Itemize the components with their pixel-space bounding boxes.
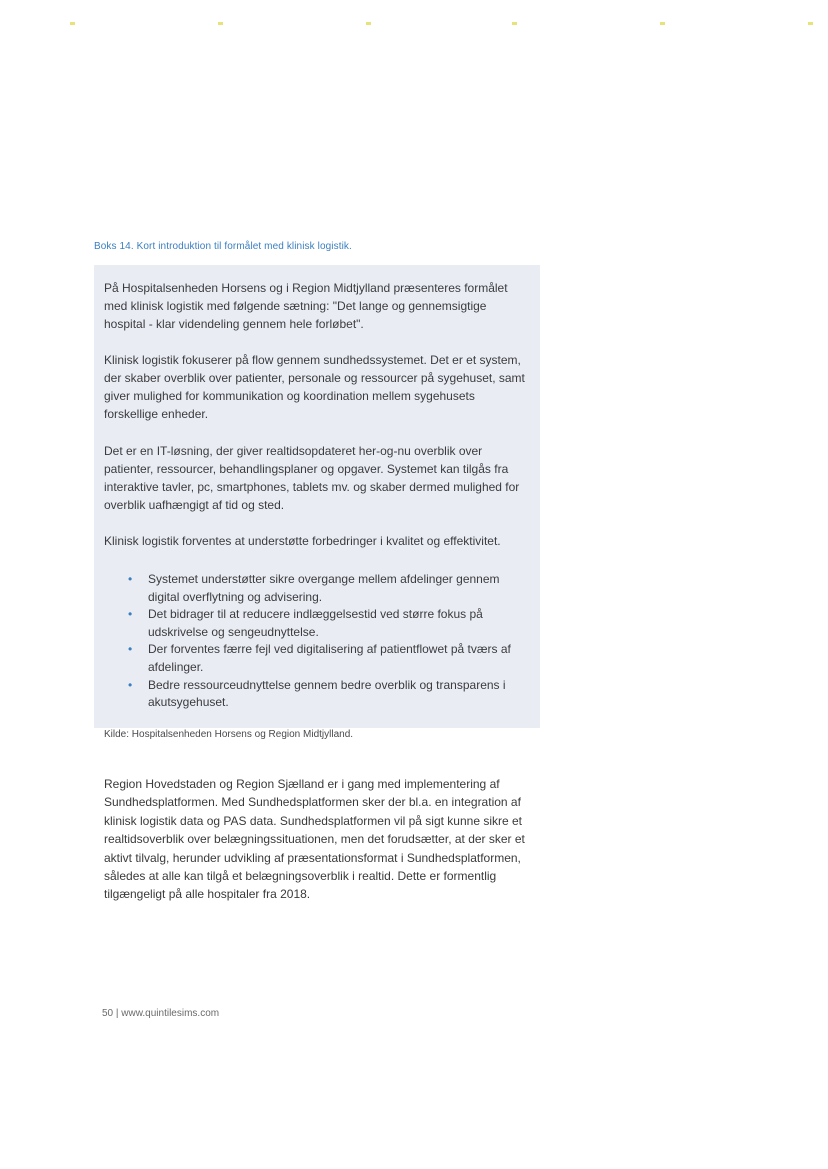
scan-mark — [808, 22, 813, 25]
list-item — [124, 641, 528, 676]
page-footer: 50 | www.quintilesims.com — [102, 1008, 220, 1019]
list-item-text: Systemet understøtter sikre overgange mellem afdelinger gennem digital overflytning og advisering. — [148, 572, 500, 604]
list-item — [124, 606, 528, 641]
box-paragraph-4: Klinisk logistik forventes at understøtte forbedringer i kvalitet og effektivitet. — [104, 534, 501, 548]
scan-mark — [366, 22, 371, 25]
box-source: Kilde: Hospitalsenheden Horsens og Region Midtjylland. — [104, 729, 354, 740]
bullet-list — [124, 571, 528, 712]
list-item-text: Bedre ressourceudnyttelse gennem bedre overblik og transparens i akutsygehuset. — [148, 677, 506, 710]
scan-mark — [70, 22, 75, 25]
list-item-text: Det bidrager til at reducere indlæggelsestid ved større fokus på udskrivelse og sengeudnyttelse. — [148, 607, 483, 639]
list-item — [124, 571, 528, 606]
scan-mark — [218, 22, 223, 25]
box-paragraph-3: Det er en IT-løsning, der giver realtidsopdateret her-og-nu overblik over patienter, ressourcer, behandlingsplaner og opgaver. Systemet kan tilgås fra interaktive tavler, pc, smartphones, tablets mv. og skaber dermed mulighed for overblik uafhængigt af tid og sted. — [104, 444, 520, 512]
bullet-icon: • — [128, 607, 133, 622]
list-item-text: Der forventes færre fejl ved digitalisering af patientflowet på tværs af afdelinger. — [148, 642, 511, 674]
box-paragraph-2: Klinisk logistik fokuserer på flow gennem sundhedssystemet. Det er et system, der skaber overblik over patienter, personale og ressourcer på sygehuset, samt giver mulighed for kommunikation og koordination mellem sygehusets forskellige enheder. — [104, 353, 525, 421]
scan-mark — [512, 22, 517, 25]
box-title: Boks 14. Kort introduktion til formålet med klinisk logistik. — [94, 241, 352, 252]
body-paragraph: Region Hovedstaden og Region Sjælland er i gang med implementering af Sundhedsplatformen. Med Sundhedsplatformen sker der bl.a. en integration af klinisk logistik data og PAS data. Sundhedsplatformen vil på sigt kunne sikre et realtidsoverblik over belægningssituationen, men det forudsætter, at der sker et aktivt tilvalg, herunder udvikling af præsentationsformat i Sundhedsplatformen, således at alle kan tilgå et belægningsoverblik i realtid. Dette er formentlig tilgængeligt på alle hospitaler fra 2018. — [104, 777, 525, 902]
bullet-icon: • — [128, 572, 133, 586]
scan-mark — [660, 22, 665, 25]
box-paragraph-1: På Hospitalsenheden Horsens og i Region Midtjylland præsenteres formålet med klinisk logistik med følgende sætning: "Det lange og gennemsigtige hospital - klar videndeling gennem hele forløbet". — [104, 281, 508, 331]
bullet-icon: • — [128, 677, 133, 692]
scan-marks — [0, 0, 828, 40]
bullet-icon: • — [128, 642, 133, 657]
list-item — [124, 677, 528, 712]
